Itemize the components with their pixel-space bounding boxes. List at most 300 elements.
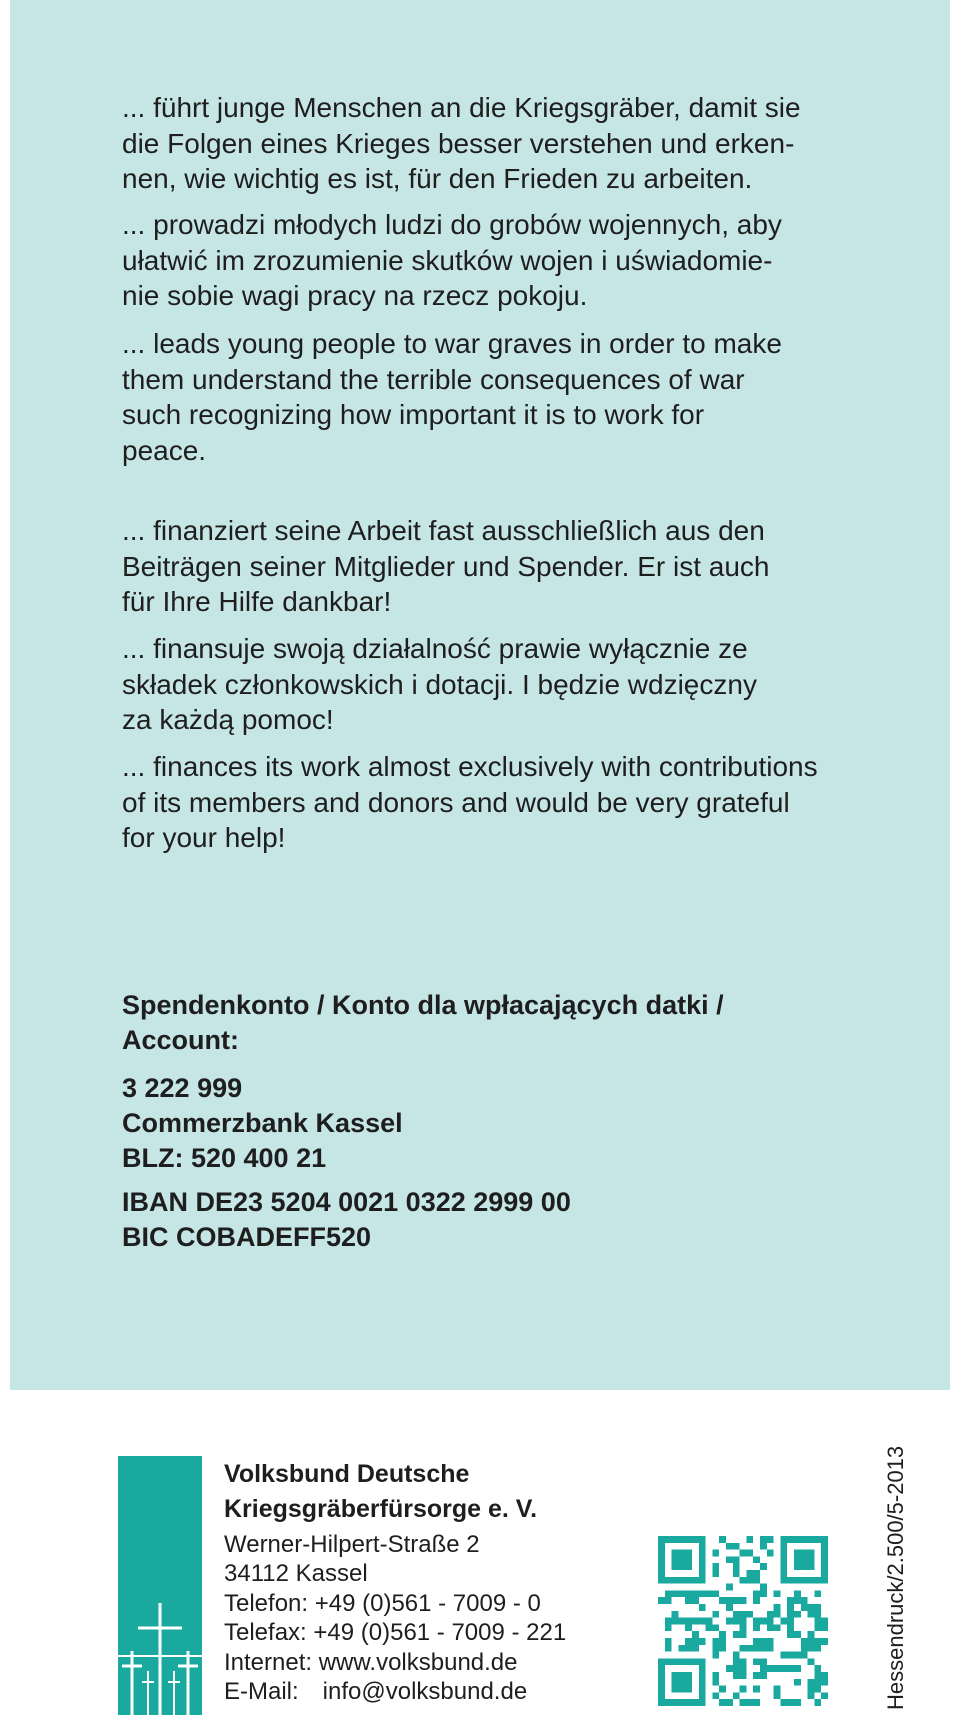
- qr-module: [753, 1638, 760, 1645]
- qr-module: [733, 1672, 740, 1679]
- qr-module: [774, 1665, 781, 1672]
- qr-module: [814, 1536, 821, 1543]
- qr-module: [821, 1543, 828, 1550]
- qr-module: [685, 1658, 692, 1665]
- qr-module: [760, 1536, 767, 1543]
- qr-module: [719, 1536, 726, 1543]
- qr-module: [760, 1590, 767, 1597]
- qr-module: [746, 1536, 753, 1543]
- qr-module: [678, 1563, 685, 1570]
- qr-module: [760, 1638, 767, 1645]
- qr-module: [794, 1577, 801, 1584]
- qr-module: [678, 1590, 685, 1597]
- qr-module: [699, 1563, 706, 1570]
- qr-module: [740, 1658, 747, 1665]
- qr-module: [767, 1638, 774, 1645]
- account-heading: Spendenkonto / Konto dla wpłacających datki / Account:: [122, 990, 724, 1055]
- qr-module: [678, 1550, 685, 1557]
- qr-module: [658, 1672, 665, 1679]
- qr-module: [726, 1543, 733, 1550]
- qr-module: [774, 1611, 781, 1618]
- qr-module: [726, 1584, 733, 1591]
- qr-module: [740, 1645, 747, 1652]
- qr-module: [808, 1604, 815, 1611]
- qr-module: [821, 1570, 828, 1577]
- qr-module: [692, 1658, 699, 1665]
- crosses-logo-icon: [118, 1456, 202, 1715]
- qr-module: [814, 1638, 821, 1645]
- qr-module: [658, 1570, 665, 1577]
- qr-module: [780, 1652, 787, 1659]
- qr-module: [767, 1611, 774, 1618]
- qr-module: [719, 1645, 726, 1652]
- qr-module: [753, 1556, 760, 1563]
- qr-module: [801, 1604, 808, 1611]
- qr-module: [699, 1536, 706, 1543]
- qr-module: [753, 1645, 760, 1652]
- organization-name: Volksbund Deutsche Kriegsgräberfürsorge e. V.: [224, 1460, 538, 1523]
- account-iban: IBAN DE23 5204 0021 0322 2999 00: [122, 1187, 571, 1217]
- paragraph-de-2: ... finanziert seine Arbeit fast ausschließlich aus den Beiträgen seiner Mitglieder und Spender. Er ist auch für Ihre Hilfe dankbar!: [122, 515, 770, 617]
- qr-module: [740, 1631, 747, 1638]
- qr-module: [740, 1672, 747, 1679]
- qr-module: [760, 1645, 767, 1652]
- qr-module: [808, 1556, 815, 1563]
- qr-module: [685, 1556, 692, 1563]
- qr-module: [780, 1665, 787, 1672]
- qr-module: [712, 1672, 719, 1679]
- qr-module: [678, 1618, 685, 1625]
- qr-module: [692, 1536, 699, 1543]
- paragraph-de-1: ... führt junge Menschen an die Kriegsgräber, damit sie die Folgen eines Krieges besser verstehen und erken- nen, wie wichtig es ist, für den Frieden zu arbeiten.: [122, 92, 801, 194]
- qr-module: [753, 1624, 760, 1631]
- qr-module: [780, 1699, 787, 1706]
- qr-module: [746, 1645, 753, 1652]
- qr-module: [787, 1611, 794, 1618]
- qr-module: [733, 1597, 740, 1604]
- qr-module: [808, 1638, 815, 1645]
- qr-module: [685, 1699, 692, 1706]
- qr-module: [808, 1550, 815, 1557]
- qr-module: [814, 1686, 821, 1693]
- qr-module: [780, 1556, 787, 1563]
- qr-module: [794, 1699, 801, 1706]
- qr-module: [699, 1679, 706, 1686]
- qr-module: [726, 1665, 733, 1672]
- qr-module: [787, 1624, 794, 1631]
- qr-module: [672, 1686, 679, 1693]
- qr-module: [699, 1672, 706, 1679]
- qr-module: [699, 1604, 706, 1611]
- qr-module: [712, 1645, 719, 1652]
- qr-module: [780, 1563, 787, 1570]
- qr-module: [733, 1652, 740, 1659]
- qr-module: [787, 1597, 794, 1604]
- qr-module: [678, 1658, 685, 1665]
- qr-module: [801, 1652, 808, 1659]
- qr-module: [692, 1590, 699, 1597]
- qr-module: [801, 1577, 808, 1584]
- qr-module: [692, 1597, 699, 1604]
- organization-address: [224, 1530, 664, 1706]
- qr-module: [760, 1665, 767, 1672]
- qr-module: [685, 1618, 692, 1625]
- address-email[interactable]: E-Mail: info@volksbund.de: [224, 1678, 528, 1706]
- qr-module: [678, 1556, 685, 1563]
- qr-module: [794, 1679, 801, 1686]
- qr-module: [821, 1679, 828, 1686]
- qr-module: [801, 1597, 808, 1604]
- qr-module: [767, 1618, 774, 1625]
- qr-module: [774, 1590, 781, 1597]
- qr-module: [821, 1692, 828, 1699]
- qr-module: [746, 1570, 753, 1577]
- qr-module: [726, 1618, 733, 1625]
- qr-module: [767, 1550, 774, 1557]
- qr-module: [672, 1672, 679, 1679]
- qr-module: [808, 1645, 815, 1652]
- qr-module: [753, 1672, 760, 1679]
- qr-module: [808, 1577, 815, 1584]
- qr-module: [706, 1590, 713, 1597]
- qr-module: [808, 1611, 815, 1618]
- qr-module: [699, 1550, 706, 1557]
- qr-module: [658, 1577, 665, 1584]
- qr-module: [780, 1536, 787, 1543]
- qr-module: [665, 1577, 672, 1584]
- qr-module: [740, 1624, 747, 1631]
- qr-module: [801, 1563, 808, 1570]
- qr-module: [753, 1618, 760, 1625]
- qr-module: [767, 1665, 774, 1672]
- qr-module: [699, 1665, 706, 1672]
- qr-module: [658, 1543, 665, 1550]
- qr-module: [685, 1597, 692, 1604]
- qr-module: [692, 1618, 699, 1625]
- qr-module: [808, 1686, 815, 1693]
- qr-module: [692, 1638, 699, 1645]
- qr-module: [801, 1645, 808, 1652]
- qr-module: [733, 1570, 740, 1577]
- qr-module: [787, 1665, 794, 1672]
- qr-module: [808, 1536, 815, 1543]
- qr-module: [665, 1618, 672, 1625]
- qr-module: [794, 1665, 801, 1672]
- qr-module: [774, 1692, 781, 1699]
- email-link[interactable]: info@volksbund.de: [322, 1678, 528, 1706]
- qr-module: [787, 1699, 794, 1706]
- qr-module: [672, 1679, 679, 1686]
- qr-module: [821, 1577, 828, 1584]
- qr-module: [821, 1672, 828, 1679]
- qr-module: [753, 1597, 760, 1604]
- qr-module: [706, 1624, 713, 1631]
- qr-module: [760, 1658, 767, 1665]
- qr-module: [726, 1699, 733, 1706]
- qr-module: [699, 1686, 706, 1693]
- paragraph-pl-2: ... finansuje swoją działalność prawie wyłącznie ze składek członkowskich i dotacji. I będzie wdzięczny za każdą pomoc!: [122, 633, 757, 735]
- qr-module: [719, 1686, 726, 1693]
- qr-module: [685, 1638, 692, 1645]
- qr-module: [733, 1543, 740, 1550]
- qr-module: [692, 1631, 699, 1638]
- qr-module: [740, 1597, 747, 1604]
- qr-module: [801, 1536, 808, 1543]
- qr-module: [685, 1536, 692, 1543]
- qr-module: [787, 1577, 794, 1584]
- qr-module: [665, 1658, 672, 1665]
- print-note: Hessendruck/2.500/5-2013: [883, 1445, 908, 1710]
- qr-module: [678, 1645, 685, 1652]
- qr-module: [699, 1699, 706, 1706]
- qr-module: [685, 1672, 692, 1679]
- qr-module: [753, 1570, 760, 1577]
- qr-module: [794, 1556, 801, 1563]
- qr-module: [814, 1611, 821, 1618]
- qr-module: [767, 1536, 774, 1543]
- qr-module: [665, 1624, 672, 1631]
- qr-module: [801, 1556, 808, 1563]
- qr-module: [733, 1563, 740, 1570]
- qr-module: [740, 1611, 747, 1618]
- qr-module: [712, 1692, 719, 1699]
- qr-module: [699, 1577, 706, 1584]
- qr-module: [712, 1638, 719, 1645]
- qr-module: [814, 1604, 821, 1611]
- qr-module: [672, 1618, 679, 1625]
- qr-module: [658, 1699, 665, 1706]
- qr-module: [685, 1590, 692, 1597]
- qr-module: [733, 1692, 740, 1699]
- qr-module: [712, 1590, 719, 1597]
- qr-module: [658, 1686, 665, 1693]
- qr-module: [665, 1645, 672, 1652]
- qr-module: [672, 1563, 679, 1570]
- qr-module: [692, 1577, 699, 1584]
- qr-module: [787, 1631, 794, 1638]
- qr-module: [678, 1699, 685, 1706]
- qr-module: [808, 1679, 815, 1686]
- qr-module: [753, 1699, 760, 1706]
- address-internet[interactable]: Internet: www.volksbund.de: [224, 1648, 518, 1676]
- qr-module: [672, 1658, 679, 1665]
- address-phone: Telefon: +49 (0)561 - 7009 - 0: [224, 1589, 541, 1617]
- qr-module: [685, 1550, 692, 1557]
- qr-module: [719, 1597, 726, 1604]
- qr-module: [760, 1543, 767, 1550]
- qr-module: [821, 1536, 828, 1543]
- qr-module: [712, 1679, 719, 1686]
- qr-module: [672, 1611, 679, 1618]
- qr-module: [740, 1686, 747, 1693]
- qr-module: [699, 1590, 706, 1597]
- qr-module: [665, 1638, 672, 1645]
- qr-module: [685, 1563, 692, 1570]
- qr-module: [814, 1679, 821, 1686]
- qr-module: [658, 1563, 665, 1570]
- qr-module: [665, 1597, 672, 1604]
- qr-module: [814, 1665, 821, 1672]
- qr-module: [794, 1597, 801, 1604]
- qr-module: [740, 1577, 747, 1584]
- account-details: [122, 1071, 902, 1176]
- qr-module: [794, 1563, 801, 1570]
- qr-module: [794, 1652, 801, 1659]
- qr-module: [808, 1631, 815, 1638]
- qr-module: [760, 1584, 767, 1591]
- paragraph-en-2: ... finances its work almost exclusively with contributions of its members and donors and would be very grateful for your help!: [122, 751, 818, 853]
- qr-module: [794, 1590, 801, 1597]
- qr-module: [699, 1658, 706, 1665]
- qr-module: [672, 1699, 679, 1706]
- qr-module: [808, 1563, 815, 1570]
- qr-module: [685, 1679, 692, 1686]
- qr-module: [658, 1550, 665, 1557]
- qr-module: [780, 1618, 787, 1625]
- account-bank: Commerzbank Kassel: [122, 1108, 403, 1138]
- qr-module: [726, 1556, 733, 1563]
- qr-module: [719, 1699, 726, 1706]
- qr-module: [808, 1692, 815, 1699]
- qr-module: [740, 1699, 747, 1706]
- qr-module: [746, 1550, 753, 1557]
- qr-module: [658, 1536, 665, 1543]
- qr-module: [746, 1611, 753, 1618]
- qr-module: [801, 1550, 808, 1557]
- qr-module: [658, 1658, 665, 1665]
- qr-module: [821, 1618, 828, 1625]
- paragraph-en-1: ... leads young people to war graves in order to make them understand the terrible consequences of war such recognizing how important it is to work for peace.: [122, 328, 782, 466]
- qr-module: [733, 1631, 740, 1638]
- qr-module: [814, 1645, 821, 1652]
- account-blz: BLZ: 520 400 21: [122, 1143, 327, 1173]
- qr-module: [719, 1631, 726, 1638]
- qr-module: [658, 1665, 665, 1672]
- qr-module: [753, 1658, 760, 1665]
- qr-module: [658, 1692, 665, 1699]
- qr-module: [665, 1536, 672, 1543]
- qr-module: [699, 1543, 706, 1550]
- qr-module: [712, 1550, 719, 1557]
- qr-module: [760, 1618, 767, 1625]
- account-bic: BIC COBADEFF520: [122, 1222, 372, 1252]
- qr-module: [740, 1665, 747, 1672]
- qr-module: [692, 1645, 699, 1652]
- qr-module: [794, 1550, 801, 1557]
- qr-module: [699, 1692, 706, 1699]
- account-number: 3 222 999: [122, 1073, 243, 1103]
- qr-module: [821, 1624, 828, 1631]
- qr-module: [699, 1556, 706, 1563]
- address-street: Werner-Hilpert-Straße 2: [224, 1531, 480, 1558]
- qr-module: [672, 1577, 679, 1584]
- qr-module: [678, 1536, 685, 1543]
- qr-module: [808, 1658, 815, 1665]
- qr-module: [780, 1550, 787, 1557]
- qr-module: [685, 1577, 692, 1584]
- qr-module: [753, 1577, 760, 1584]
- qr-module: [746, 1577, 753, 1584]
- qr-module: [672, 1536, 679, 1543]
- qr-module: [760, 1672, 767, 1679]
- qr-module: [658, 1679, 665, 1686]
- qr-module: [814, 1672, 821, 1679]
- qr-module: [719, 1638, 726, 1645]
- qr-module: [733, 1665, 740, 1672]
- qr-module: [801, 1638, 808, 1645]
- qr-module: [794, 1631, 801, 1638]
- qr-module: [712, 1624, 719, 1631]
- qr-module: [678, 1686, 685, 1693]
- qr-module: [794, 1611, 801, 1618]
- qr-module: [787, 1536, 794, 1543]
- paragraph-pl-1: ... prowadzi młodych ludzi do grobów wojennych, aby ułatwić im zrozumienie skutków wojen i uświadomie- nie sobie wagi pracy na rzecz pokoju.: [122, 209, 782, 311]
- address-city: 34112 Kassel: [224, 1560, 368, 1588]
- qr-module: [712, 1563, 719, 1570]
- qr-module: [678, 1679, 685, 1686]
- qr-module: [733, 1658, 740, 1665]
- qr-module: [774, 1624, 781, 1631]
- qr-module: [760, 1563, 767, 1570]
- qr-code-icon[interactable]: [658, 1536, 828, 1706]
- qr-module: [733, 1611, 740, 1618]
- qr-module: [780, 1543, 787, 1550]
- qr-module: [740, 1550, 747, 1557]
- account-iban-bic: [122, 1185, 902, 1255]
- qr-module: [692, 1699, 699, 1706]
- qr-module: [672, 1590, 679, 1597]
- qr-module: [740, 1618, 747, 1625]
- qr-module: [726, 1597, 733, 1604]
- qr-module: [753, 1686, 760, 1693]
- qr-module: [774, 1604, 781, 1611]
- address-fax: Telefax: +49 (0)561 - 7009 - 221: [224, 1619, 567, 1647]
- qr-module: [733, 1556, 740, 1563]
- qr-module: [787, 1652, 794, 1659]
- qr-module: [821, 1556, 828, 1563]
- qr-module: [767, 1645, 774, 1652]
- qr-module: [774, 1686, 781, 1693]
- qr-module: [780, 1570, 787, 1577]
- qr-module: [746, 1699, 753, 1706]
- qr-module: [685, 1686, 692, 1693]
- qr-module: [665, 1699, 672, 1706]
- qr-module: [821, 1550, 828, 1557]
- qr-module: [665, 1590, 672, 1597]
- qr-module: [699, 1638, 706, 1645]
- qr-module: [814, 1624, 821, 1631]
- qr-module: [814, 1577, 821, 1584]
- qr-module: [780, 1577, 787, 1584]
- qr-module: [814, 1699, 821, 1706]
- qr-module: [678, 1672, 685, 1679]
- qr-module: [814, 1590, 821, 1597]
- qr-module: [733, 1618, 740, 1625]
- qr-module: [814, 1618, 821, 1625]
- qr-module: [672, 1556, 679, 1563]
- qr-module: [678, 1577, 685, 1584]
- qr-module: [672, 1550, 679, 1557]
- qr-module: [767, 1624, 774, 1631]
- qr-module: [787, 1604, 794, 1611]
- qr-module: [787, 1618, 794, 1625]
- qr-module: [794, 1536, 801, 1543]
- qr-module: [699, 1570, 706, 1577]
- qr-module: [712, 1652, 719, 1659]
- qr-module: [821, 1563, 828, 1570]
- qr-module: [685, 1624, 692, 1631]
- qr-module: [658, 1556, 665, 1563]
